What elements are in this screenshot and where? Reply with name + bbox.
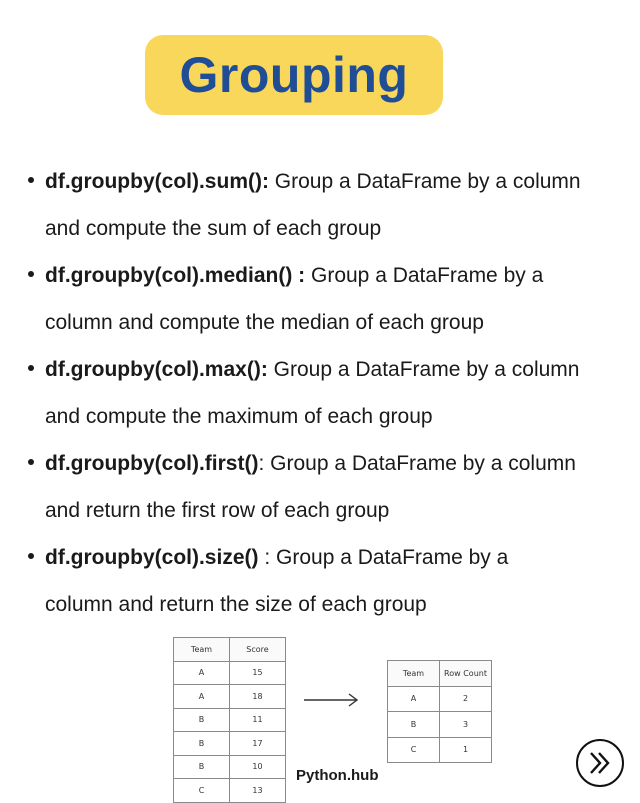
table-cell: 13 [230,779,286,803]
next-button[interactable] [576,739,624,787]
table-row [388,686,492,712]
brand-label: Python.hub [296,767,379,784]
description-continued: and compute the maximum of each group [45,405,433,428]
table-header-row [388,661,492,687]
table-cell: 15 [230,661,286,685]
description: Group a DataFrame by a column [267,358,580,381]
column-header: Score [230,638,286,662]
table-row [174,779,286,803]
list-item [0,346,640,440]
double-chevron-right-icon [586,749,614,777]
bullet-dot-icon [28,459,34,465]
table-cell: C [174,779,230,803]
page-title: Grouping [179,47,409,103]
bullet-dot-icon [28,177,34,183]
table-header-row [174,638,286,662]
bullet-dot-icon [28,271,34,277]
table-cell: 2 [440,686,492,712]
function-name: df.groupby(col).first() [45,452,259,475]
function-name: df.groupby(col).size() [45,546,259,569]
table-cell: 3 [440,712,492,738]
table-row [388,737,492,763]
table-cell: B [174,708,230,732]
bullet-list [0,158,640,628]
description-continued: column and return the size of each group [45,593,427,616]
bullet-dot-icon [28,365,34,371]
table-cell: 17 [230,732,286,756]
function-name: df.groupby(col).max(): [45,358,268,381]
table-row [174,732,286,756]
description: : Group a DataFrame by a column [258,452,576,475]
table-cell: B [174,732,230,756]
description-continued: and compute the sum of each group [45,217,382,240]
table-row [174,661,286,685]
function-name: df.groupby(col).median() : [45,264,306,287]
list-item [0,252,640,346]
list-item [0,440,640,534]
column-header: Team [174,638,230,662]
description: Group a DataFrame by a column [268,170,581,193]
title-banner [145,35,443,115]
table-cell: 18 [230,685,286,709]
table-cell: A [174,661,230,685]
bullet-dot-icon [28,553,34,559]
right-arrow-icon [302,690,362,710]
description: : Group a DataFrame by a [258,546,509,569]
list-item [0,158,640,252]
input-table [173,637,286,803]
description-continued: and return the first row of each group [45,499,390,522]
list-item [0,534,640,628]
table-row [174,708,286,732]
table-cell: 11 [230,708,286,732]
table-cell: 10 [230,755,286,779]
table-cell: A [174,685,230,709]
column-header: Team [388,661,440,687]
table-row [174,755,286,779]
result-table [387,660,492,763]
function-name: df.groupby(col).sum(): [45,170,269,193]
table-cell: B [174,755,230,779]
table-cell: B [388,712,440,738]
table-cell: A [388,686,440,712]
column-header: Row Count [440,661,492,687]
table-cell: 1 [440,737,492,763]
description: Group a DataFrame by a [305,264,544,287]
table-cell: C [388,737,440,763]
table-row [174,685,286,709]
table-row [388,712,492,738]
description-continued: column and compute the median of each group [45,311,484,334]
